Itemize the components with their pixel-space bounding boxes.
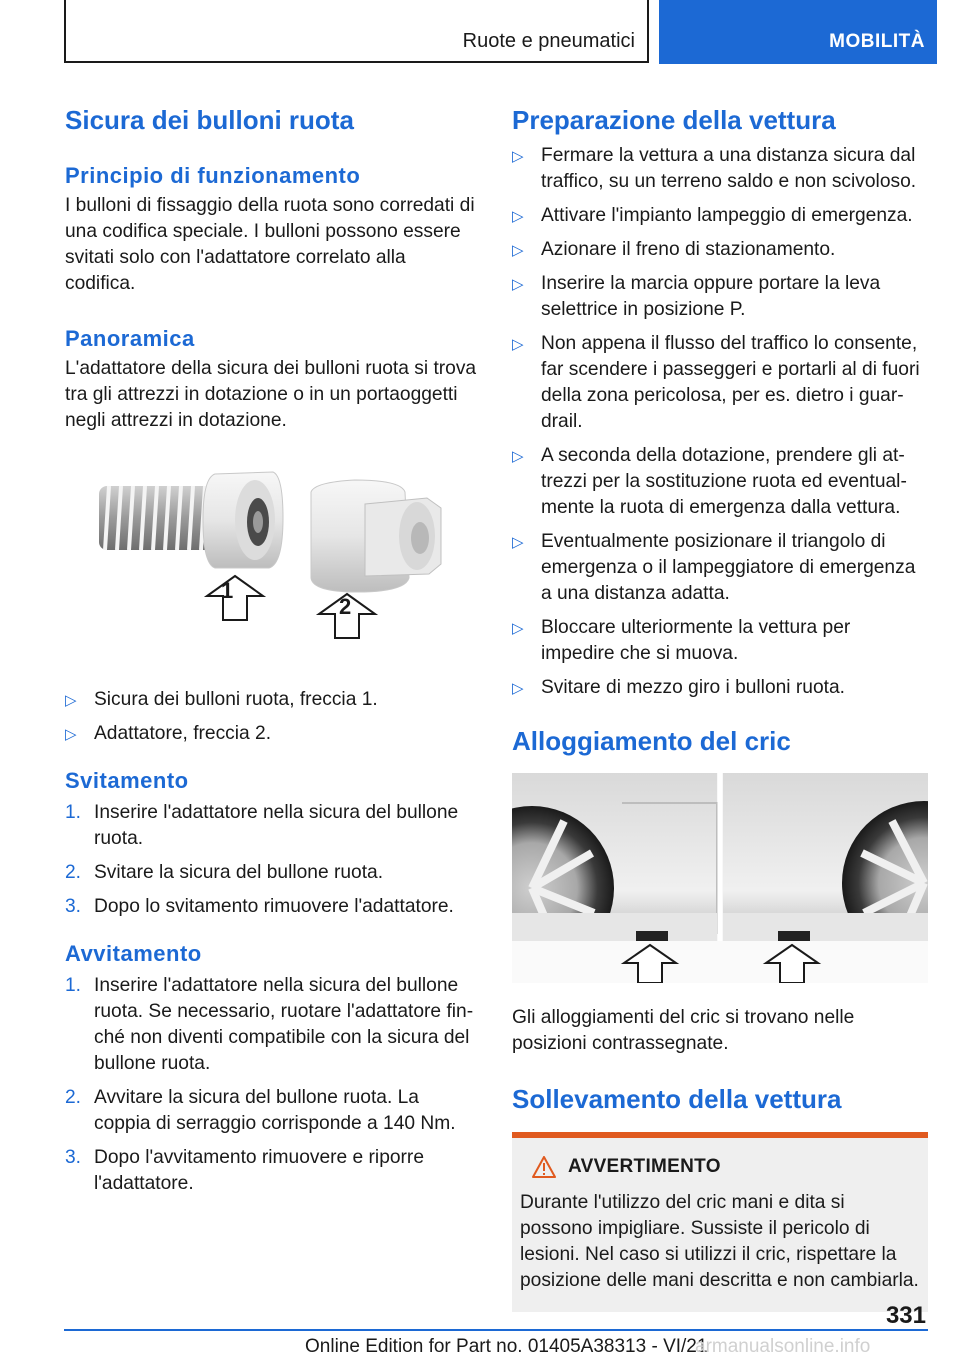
screw-steps [65, 973, 477, 1197]
prep-list [512, 143, 928, 701]
arrow-1 [207, 576, 263, 620]
list-item: ▷ Adattatore, freccia 2. [65, 721, 477, 747]
prep-heading: Preparazione della vettura [512, 105, 836, 135]
triangle-bullet-icon: ▷ [512, 208, 524, 225]
triangle-bullet-icon: ▷ [512, 534, 524, 551]
triangle-bullet-icon: ▷ [512, 336, 524, 353]
chapter-name: MOBILITÀ [829, 31, 925, 52]
page-header [0, 0, 960, 66]
list-item: ▷ Non appena il flusso del traffico lo consente, far scendere i passeggeri e portarli al di fuori della zona pericolosa, per es. dietro i guardrail. [512, 333, 920, 432]
watermark: armanualsonline.info [695, 1336, 871, 1357]
principle-heading: Principio di funzionamento [65, 163, 361, 188]
page-number: 331 [885, 1302, 926, 1329]
warning-header [532, 1156, 920, 1178]
overview-list [65, 687, 477, 747]
list-item: ▷ A seconda della dotazione, prendere gli attrezzi per la sostituzione ruota ed eventualmente la ruota di emergenza dalla vettura. [512, 445, 907, 518]
section-tab [64, 0, 649, 63]
step-item: 3. Dopo lo svitamento rimuovere l'adattatore. [65, 896, 454, 917]
warning-box [512, 1132, 928, 1312]
figure-label-2: 2 [339, 594, 352, 619]
footer-edition: Online Edition for Part no. 01405A38313 - VI/21 [305, 1336, 708, 1357]
triangle-bullet-icon: ▷ [65, 692, 77, 709]
jack-points-photo [512, 773, 928, 983]
triangle-bullet-icon: ▷ [65, 726, 77, 743]
lift-heading: Sollevamento della vettura [512, 1084, 842, 1114]
bolt-thread [99, 486, 217, 550]
list-item: ▷ Svitare di mezzo giro i bulloni ruota. [512, 675, 928, 701]
triangle-bullet-icon: ▷ [512, 448, 524, 465]
list-item: ▷ Attivare l'impianto lampeggio di emergenza. [512, 203, 928, 229]
warning-text: Durante l'utilizzo del cric mani e dita si possono impigliare. Sussiste il pericolo di lesioni. Nel caso si utilizzi il cric, rispettare la posizione delle mani descritta e non cambiarla. [520, 1192, 919, 1291]
triangle-bullet-icon: ▷ [512, 242, 524, 259]
chapter-tab [659, 0, 937, 64]
overview-heading: Panoramica [65, 326, 195, 351]
step-item: 1. Inserire l'adattatore nella sicura del bullone ruota. [65, 802, 459, 849]
list-item: ▷ Inserire la marcia oppure portare la leva selettrice in posizione P. [512, 273, 881, 320]
triangle-bullet-icon: ▷ [512, 276, 524, 293]
unscrew-heading: Svitamento [65, 768, 189, 793]
left-column [65, 104, 477, 1205]
step-item: 1. Inserire l'adattatore nella sicura del bullone ruota. Se necessario, ruotare l'adattatore finché non diventi compatibile con la sicura del bullone ruota. [65, 975, 474, 1074]
list-item: ▷ Fermare la vettura a una distanza sicura dal traffico, su un terreno saldo e non scivoloso. [512, 145, 917, 192]
overview-text: L'adattatore della sicura dei bulloni ruota si trova tra gli attrezzi in dotazione o in un portaoggetti negli attrezzi in dotazione. [65, 358, 477, 431]
step-item: 2. Svitare la sicura del bullone ruota. [65, 862, 384, 883]
list-item: ▷ Sicura dei bulloni ruota, freccia 1. [65, 687, 477, 713]
step-item: 2. Avvitare la sicura del bullone ruota. La coppia di serraggio corrisponde a 140 Nm. [65, 1087, 456, 1134]
unscrew-steps [65, 800, 477, 920]
list-item: ▷ Azionare il freno di stazionamento. [512, 237, 928, 263]
list-item: ▷ Bloccare ulteriormente la vettura per impedire che si muova. [512, 617, 851, 664]
warning-triangle-icon [532, 1156, 556, 1178]
jack-points-figure [512, 773, 928, 983]
triangle-bullet-icon: ▷ [512, 148, 524, 165]
jack-caption: Gli alloggiamenti del cric si trovano nelle posizioni contrassegnate. [512, 1007, 855, 1054]
step-item: 3. Dopo l'avvitamento rimuovere e riporre l'adattatore. [65, 1147, 424, 1194]
figure-label-1: 1 [221, 578, 234, 603]
triangle-bullet-icon: ▷ [512, 680, 524, 697]
list-item: ▷ Eventualmente posizionare il triangolo di emergenza o il lampeggiatore di emergenza a una distanza adatta. [512, 531, 916, 604]
footer-divider [64, 1329, 864, 1331]
lock-bolt-figure [65, 468, 477, 668]
right-column [512, 104, 928, 1312]
lock-bolt-illustration [65, 468, 477, 668]
principle-text: I bulloni di fissaggio della ruota sono corredati di una codifica speciale. I bulloni possono essere svitati solo con l'adattatore correlato alla codifica. [65, 195, 475, 294]
screw-heading: Avvitamento [65, 941, 202, 966]
warning-title: AVVERTIMENTO [568, 1156, 721, 1177]
section-title: Sicura dei bulloni ruota [65, 105, 354, 135]
triangle-bullet-icon: ▷ [512, 620, 524, 637]
section-name: Ruote e pneumatici [462, 30, 635, 52]
jack-heading: Alloggiamento del cric [512, 726, 791, 756]
footer-divider-right [864, 1329, 928, 1331]
